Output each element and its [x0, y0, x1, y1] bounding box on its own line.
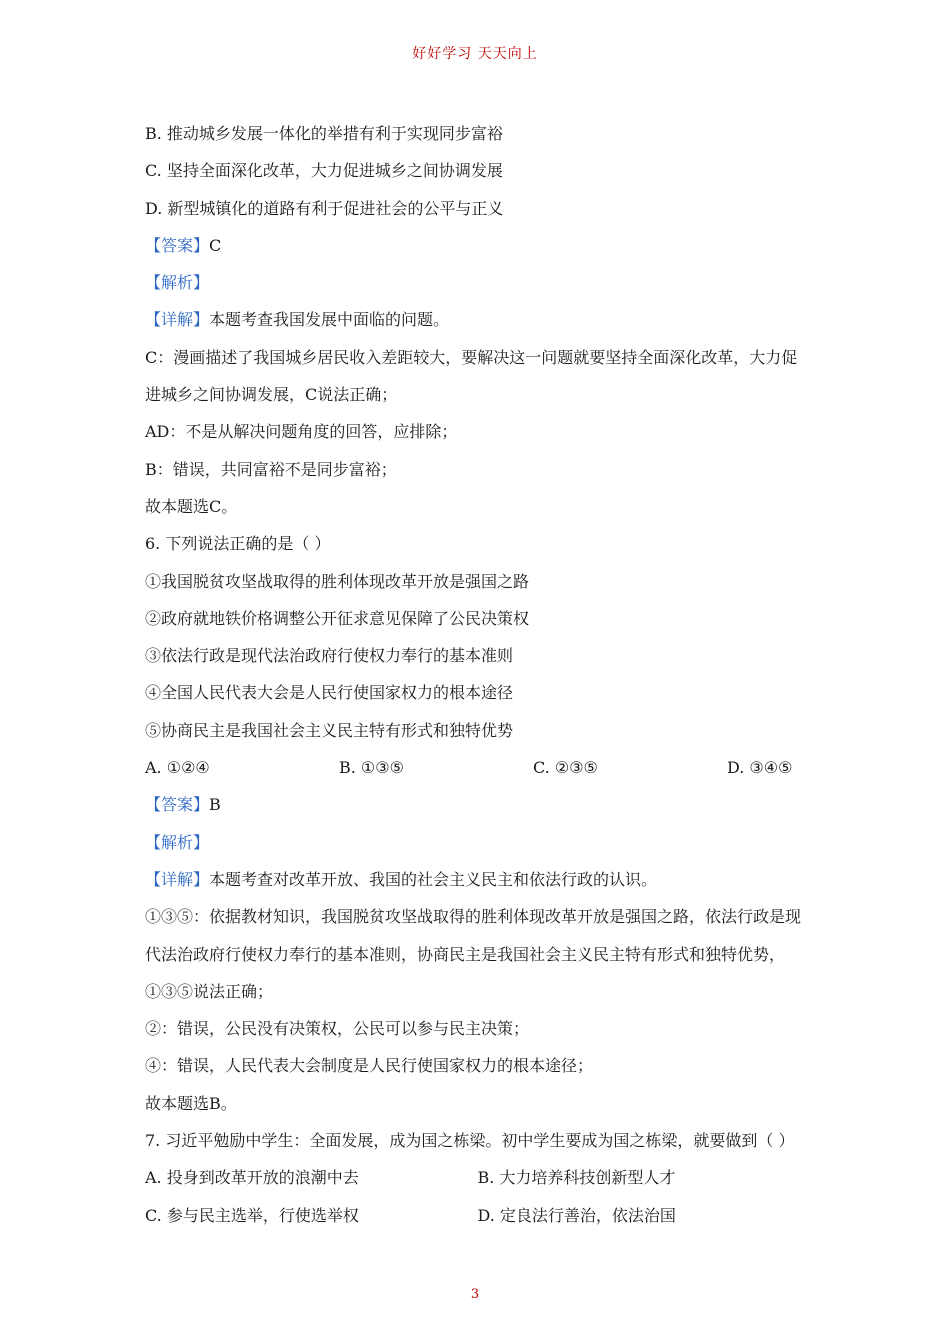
q7-option-d: D. 定良法行善治，依法治国 [477, 1205, 676, 1225]
q5-option-d: D. 新型城镇化的道路有利于促进社会的公平与正义 [145, 198, 504, 218]
q6-stem: 6. 下列说法正确的是（ ） [145, 534, 331, 554]
q5-option-b: B. 推动城乡发展一体化的举措有利于实现同步富裕 [145, 124, 503, 143]
q5-analysis [145, 264, 810, 301]
q7-stem: 7. 习近平勉励中学生：全面发展，成为国之栋梁。初中学生要成为国之栋梁，就要做到（ ） [145, 1131, 795, 1151]
q6-statement-3: ③依法行政是现代法治政府行使权力奉行的基本准则 [145, 646, 514, 666]
detail-tag: 【详解】 [145, 869, 210, 889]
page-number: 3 [470, 1287, 480, 1302]
q6-option-d: D. ③④⑤ [727, 758, 793, 778]
document-body [145, 115, 810, 1234]
analysis-tag: 【解析】 [145, 832, 210, 852]
q7-option-c: C. 参与民主选举，行使选举权 [145, 1205, 359, 1225]
q5-answer [145, 227, 810, 264]
q6-statement-4: ④全国人民代表大会是人民行使国家权力的根本途径 [145, 683, 514, 703]
q5-explanation-1: C：漫画描述了我国城乡居民收入差距较大，要解决这一问题就要坚持全面深化改革，大力促进城乡之间协调发展，C说法正确； [145, 347, 798, 405]
q5-explanation-2: AD：不是从解决问题角度的回答，应排除； [145, 422, 458, 442]
q6-answer [145, 786, 810, 823]
detail-text: 本题考查对改革开放、我国的社会主义民主和依法行政的认识。 [209, 869, 658, 889]
detail-text: 本题考查我国发展中面临的问题。 [209, 310, 450, 330]
page-header: 好好学习 天天向上 [412, 46, 538, 62]
analysis-tag: 【解析】 [145, 273, 210, 293]
q6-statement-5: ⑤协商民主是我国社会主义民主特有形式和独特优势 [145, 720, 514, 740]
detail-tag: 【详解】 [145, 310, 210, 330]
q6-explanation-2: ②：错误，公民没有决策权，公民可以参与民主决策； [145, 1019, 530, 1039]
q6-option-a: A. ①②④ [145, 758, 210, 778]
q5-explanation-3: B：错误，共同富裕不是同步富裕； [145, 459, 397, 479]
q6-conclusion: 故本题选B。 [145, 1093, 237, 1113]
q6-explanation-1: ①③⑤：依据教材知识，我国脱贫攻坚战取得的胜利体现改革开放是强国之路，依法行政是现代法治政府行使权力奉行的基本准则，协商民主是我国社会主义民主特有形式和独特优势，①③⑤说法正确； [145, 907, 802, 1001]
q6-detail [145, 861, 810, 898]
q7-options-row-1 [145, 1159, 810, 1196]
answer-tag: 【答案】 [145, 235, 210, 255]
q7-options-row-2 [145, 1197, 810, 1234]
q5-conclusion: 故本题选C。 [145, 496, 238, 516]
q5-detail [145, 301, 810, 338]
q6-options [145, 749, 810, 786]
q5-option-c: C. 坚持全面深化改革，大力促进城乡之间协调发展 [145, 161, 503, 181]
q6-analysis [145, 824, 810, 861]
q6-statement-2: ②政府就地铁价格调整公开征求意见保障了公民决策权 [145, 608, 530, 628]
answer-value: B [209, 795, 221, 815]
q7-option-a: A. 投身到改革开放的浪潮中去 [145, 1168, 359, 1188]
q6-explanation-3: ④：错误，人民代表大会制度是人民行使国家权力的根本途径； [145, 1056, 594, 1076]
answer-tag: 【答案】 [145, 795, 210, 815]
answer-value: C [209, 235, 222, 255]
q6-statement-1: ①我国脱贫攻坚战取得的胜利体现改革开放是强国之路 [145, 571, 530, 591]
q6-option-b: B. ①③⑤ [339, 758, 404, 778]
q7-option-b: B. 大力培养科技创新型人才 [477, 1168, 676, 1188]
q6-option-c: C. ②③⑤ [533, 758, 598, 778]
